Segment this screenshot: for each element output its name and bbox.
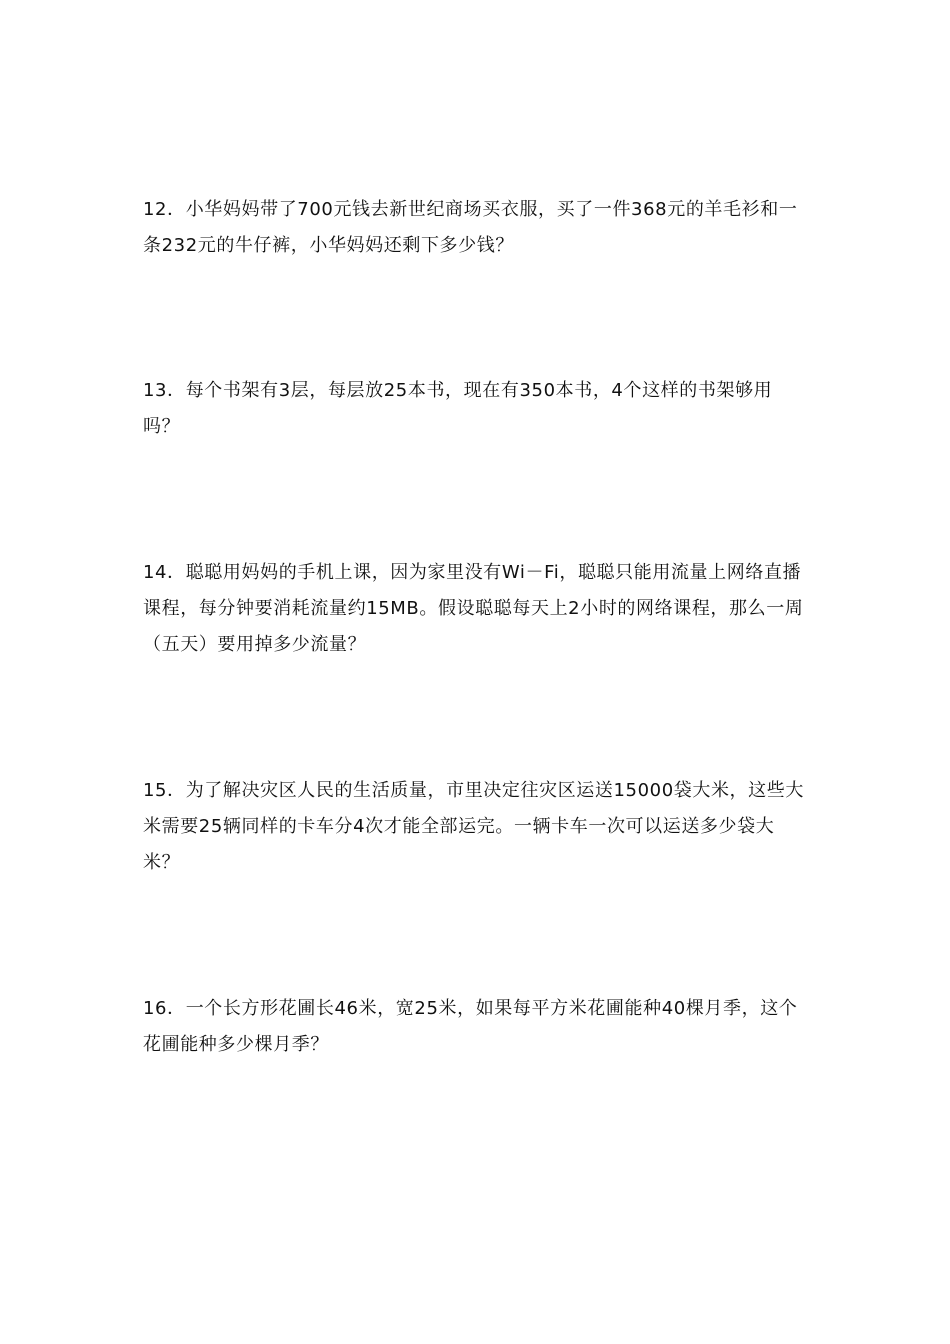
question-15: 15．为了解决灾区人民的生活质量，市里决定往灾区运送15000袋大米，这些大米需要25辆同样的卡车分4次才能全部运完。一辆卡车一次可以运送多少袋大米？: [143, 780, 804, 873]
question-12: 12．小华妈妈带了700元钱去新世纪商场买衣服，买了一件368元的羊毛衫和一条232元的牛仔裤，小华妈妈还剩下多少钱？: [143, 199, 798, 256]
question-16: 16．一个长方形花圃长46米，宽25米，如果每平方米花圃能种40棵月季，这个花圃能种多少棵月季？: [143, 998, 798, 1055]
question-13: 13．每个书架有3层，每层放25本书，现在有350本书，4个这样的书架够用吗？: [143, 380, 773, 437]
question-14: 14．聪聪用妈妈的手机上课，因为家里没有Wi－Fi，聪聪只能用流量上网络直播课程，每分钟要消耗流量约15MB。假设聪聪每天上2小时的网络课程，那么一周（五天）要用掉多少流量？: [143, 562, 804, 655]
